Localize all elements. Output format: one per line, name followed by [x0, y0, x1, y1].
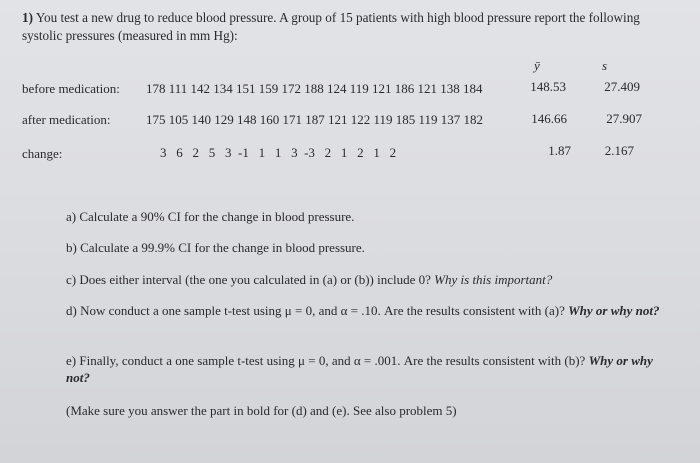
row-values-before: 178 111 142 134 151 159 172 188 124 119 121 186 121 138 184	[146, 81, 483, 96]
question-e	[66, 352, 666, 386]
row-label-after: after medication:	[22, 112, 111, 127]
sd-header: s	[602, 58, 608, 73]
question-e-text: e) Finally, conduct a one sample t-test using μ = 0, and α = .001. Are the results consistent with (b)?	[66, 353, 589, 368]
question-c-emphasis: Why is this important?	[434, 272, 553, 287]
mean-change: 1.87	[548, 143, 571, 158]
row-label-change: change:	[22, 146, 63, 161]
problem-number: 1)	[22, 10, 33, 25]
mean-before: 148.53	[530, 79, 566, 94]
question-d-emphasis: Why or why not?	[568, 303, 660, 318]
question-a: a) Calculate a 90% CI for the change in blood pressure.	[66, 209, 355, 224]
question-c-text: c) Does either interval (the one you calculated in (a) or (b)) include 0?	[66, 272, 435, 287]
row-label-before: before medication:	[22, 81, 120, 96]
question-e-emphasis: Why or why not?	[66, 353, 653, 385]
mean-after: 146.66	[531, 111, 567, 126]
mean-header: ȳ	[534, 58, 540, 73]
instruction-note: (Make sure you answer the part in bold for (d) and (e). See also problem 5)	[66, 403, 457, 418]
sd-change: 2.167	[604, 143, 634, 158]
row-values-after: 175 105 140 129 148 160 171 187 121 122 119 185 119 137 182	[146, 112, 484, 127]
sd-before: 27.409	[604, 79, 640, 94]
question-b: b) Calculate a 99.9% CI for the change in blood pressure.	[66, 240, 365, 255]
question-c	[66, 271, 666, 288]
sd-after: 27.907	[606, 111, 642, 126]
question-d-text: d) Now conduct a one sample t-test using μ = 0, and α = .10. Are the results consistent with (a)?	[66, 303, 569, 318]
row-values-change: 3 6 2 5 3 -1 1 1 3 -3 2 1 2 1 2	[160, 145, 397, 160]
problem-intro	[22, 9, 672, 45]
question-d	[66, 302, 666, 319]
problem-text: You test a new drug to reduce blood pressure. A group of 15 patients with high blood pressure report the following systolic pressures (measured in mm Hg):	[22, 10, 640, 43]
